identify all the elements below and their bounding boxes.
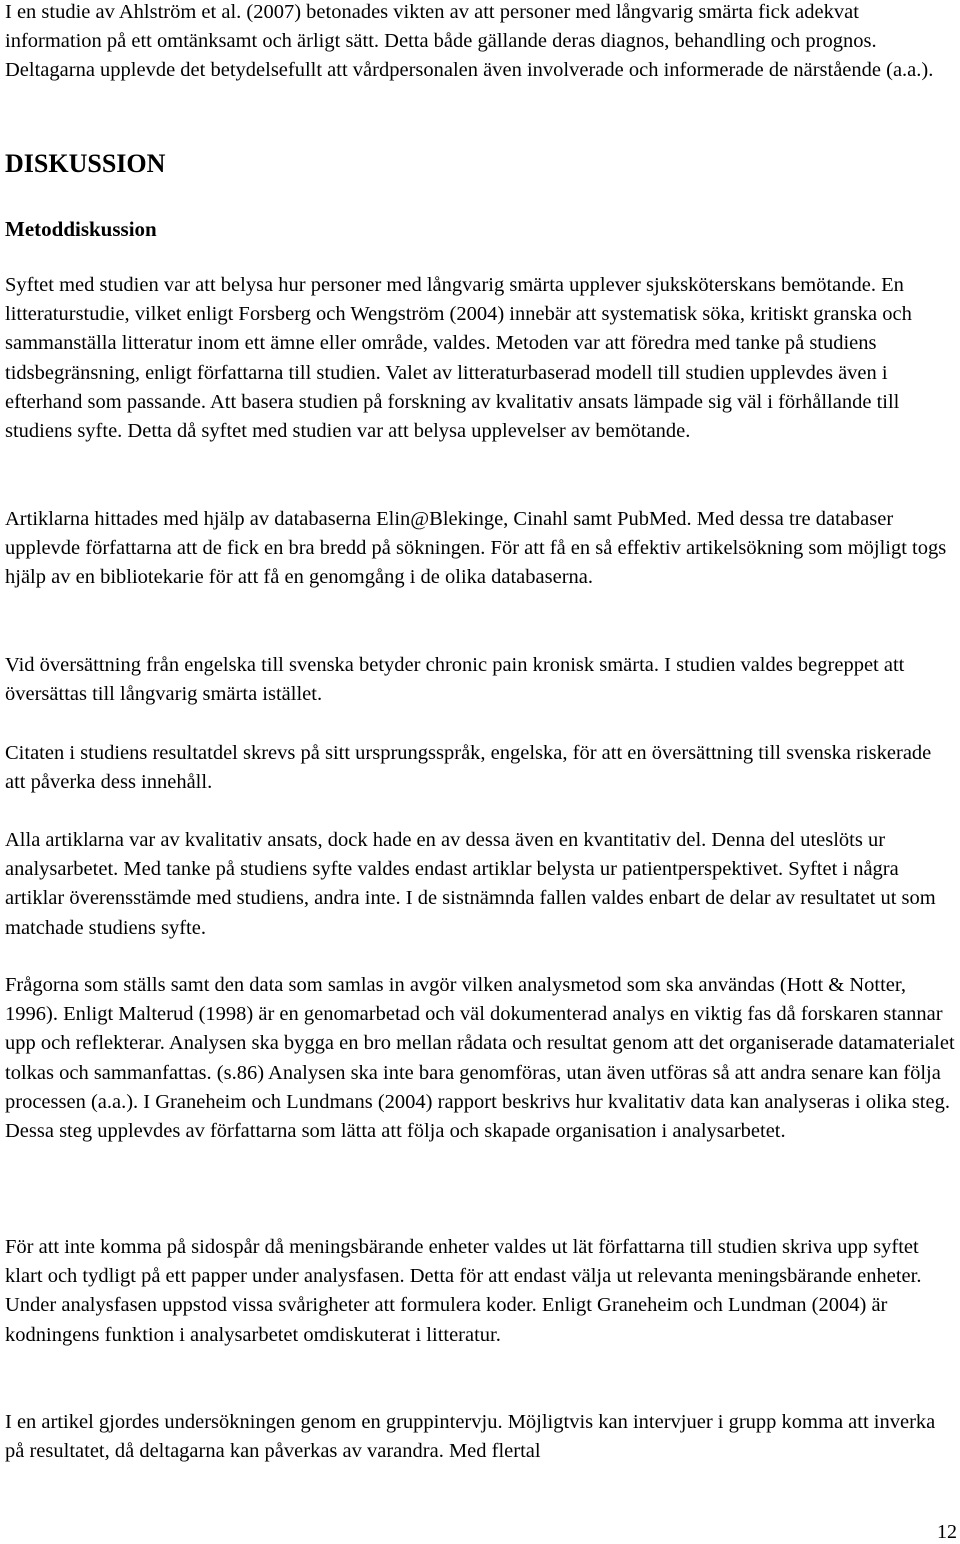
intro-paragraph: I en studie av Ahlström et al. (2007) betonades vikten av att personer med långvarig smärta fick adekvat information på ett omtänksamt och ärligt sätt. Detta både gällande deras diagnos, behandling och prognos. Deltagarna upplevde det betydelsefullt att vårdpersonalen även involverade och informerade de närstående (a.a.).: [5, 1, 934, 82]
body-paragraph: Citaten i studiens resultatdel skrevs på sitt ursprungsspråk, engelska, för att en översättning till svenska riskerade att påverka dess innehåll.: [5, 742, 932, 794]
body-paragraph: Syftet med studien var att belysa hur personer med långvarig smärta upplever sjuksköterskans bemötande. En litteraturstudie, vilket enligt Forsberg och Wengström (2004) innebär att systematisk söka, kritiskt granska och sammanställa litteratur inom ett ämne eller område, valdes. Metoden var att föredra med tanke på studiens tidsbegränsning, enligt författarna till studien. Valet av litteraturbaserad modell till studien upplevdes även i efterhand som passande. Att basera studien på forskning av kvalitativ ansats lämpade sig väl i förhållande till studiens syfte. Detta då syftet med studien var att belysa upplevelser av bemötande.: [5, 274, 912, 443]
body-paragraph: Vid översättning från engelska till svenska betyder chronic pain kronisk smärta. I studien valdes begreppet att översättas till långvarig smärta istället.: [5, 654, 905, 706]
subsection-heading: Metoddiskussion: [5, 217, 157, 241]
body-paragraph: För att inte komma på sidospår då meningsbärande enheter valdes ut lät författarna till studien skriva upp syftet klart och tydligt på ett papper under analysfasen. Detta för att endast välja ut relevanta meningsbärande enheter. Under analysfasen uppstod vissa svårigheter att formulera koder. Enligt Graneheim och Lundman (2004) är kodningens funktion i analysarbetet omdiskuterat i litteratur.: [5, 1236, 922, 1346]
page-number: 12: [937, 1521, 957, 1543]
section-heading: DISKUSSION: [5, 149, 166, 178]
body-paragraph: Artiklarna hittades med hjälp av databaserna Elin@Blekinge, Cinahl samt PubMed. Med dessa tre databaser upplevde författarna att de fick en bra bredd på sökningen. För att få en så effektiv artikelsökning som möjligt togs hjälp av en bibliotekarie för att få en genomgång i de olika databaserna.: [5, 508, 947, 589]
body-paragraph: Alla artiklarna var av kvalitativ ansats, dock hade en av dessa även en kvantitativ del. Denna del uteslöts ur analysarbetet. Med tanke på studiens syfte valdes endast artiklar belysta ur patientperspektivet. Syftet i några artiklar överensstämde med studiens, andra inte. I de sistnämnda fallen valdes enbart de delar av resultatet ut som matchade studiens syfte.: [5, 829, 936, 939]
body-paragraph: Frågorna som ställs samt den data som samlas in avgör vilken analysmetod som ska användas (Hott & Notter, 1996). Enligt Malterud (1998) är en genomarbetad och väl dokumenterad analys en viktig fas då forskaren stannar upp och reflekterar. Analysen ska bygga en bro mellan rådata och resultat genom att det organiserade datamaterialet tolkas och sammanfattas. (s.86) Analysen ska inte bara genomföras, utan även utföras så att andra senare kan följa processen (a.a.). I Graneheim och Lundmans (2004) rapport beskrivs hur kvalitativ data kan analyseras i olika steg. Dessa steg upplevdes av författarna som lätta att följa och skapade organisation i analysarbetet.: [5, 974, 955, 1143]
body-paragraph: I en artikel gjordes undersökningen genom en gruppintervju. Möjligtvis kan intervjuer i grupp komma att inverka på resultatet, då deltagarna kan påverkas av varandra. Med flertal: [5, 1411, 936, 1463]
